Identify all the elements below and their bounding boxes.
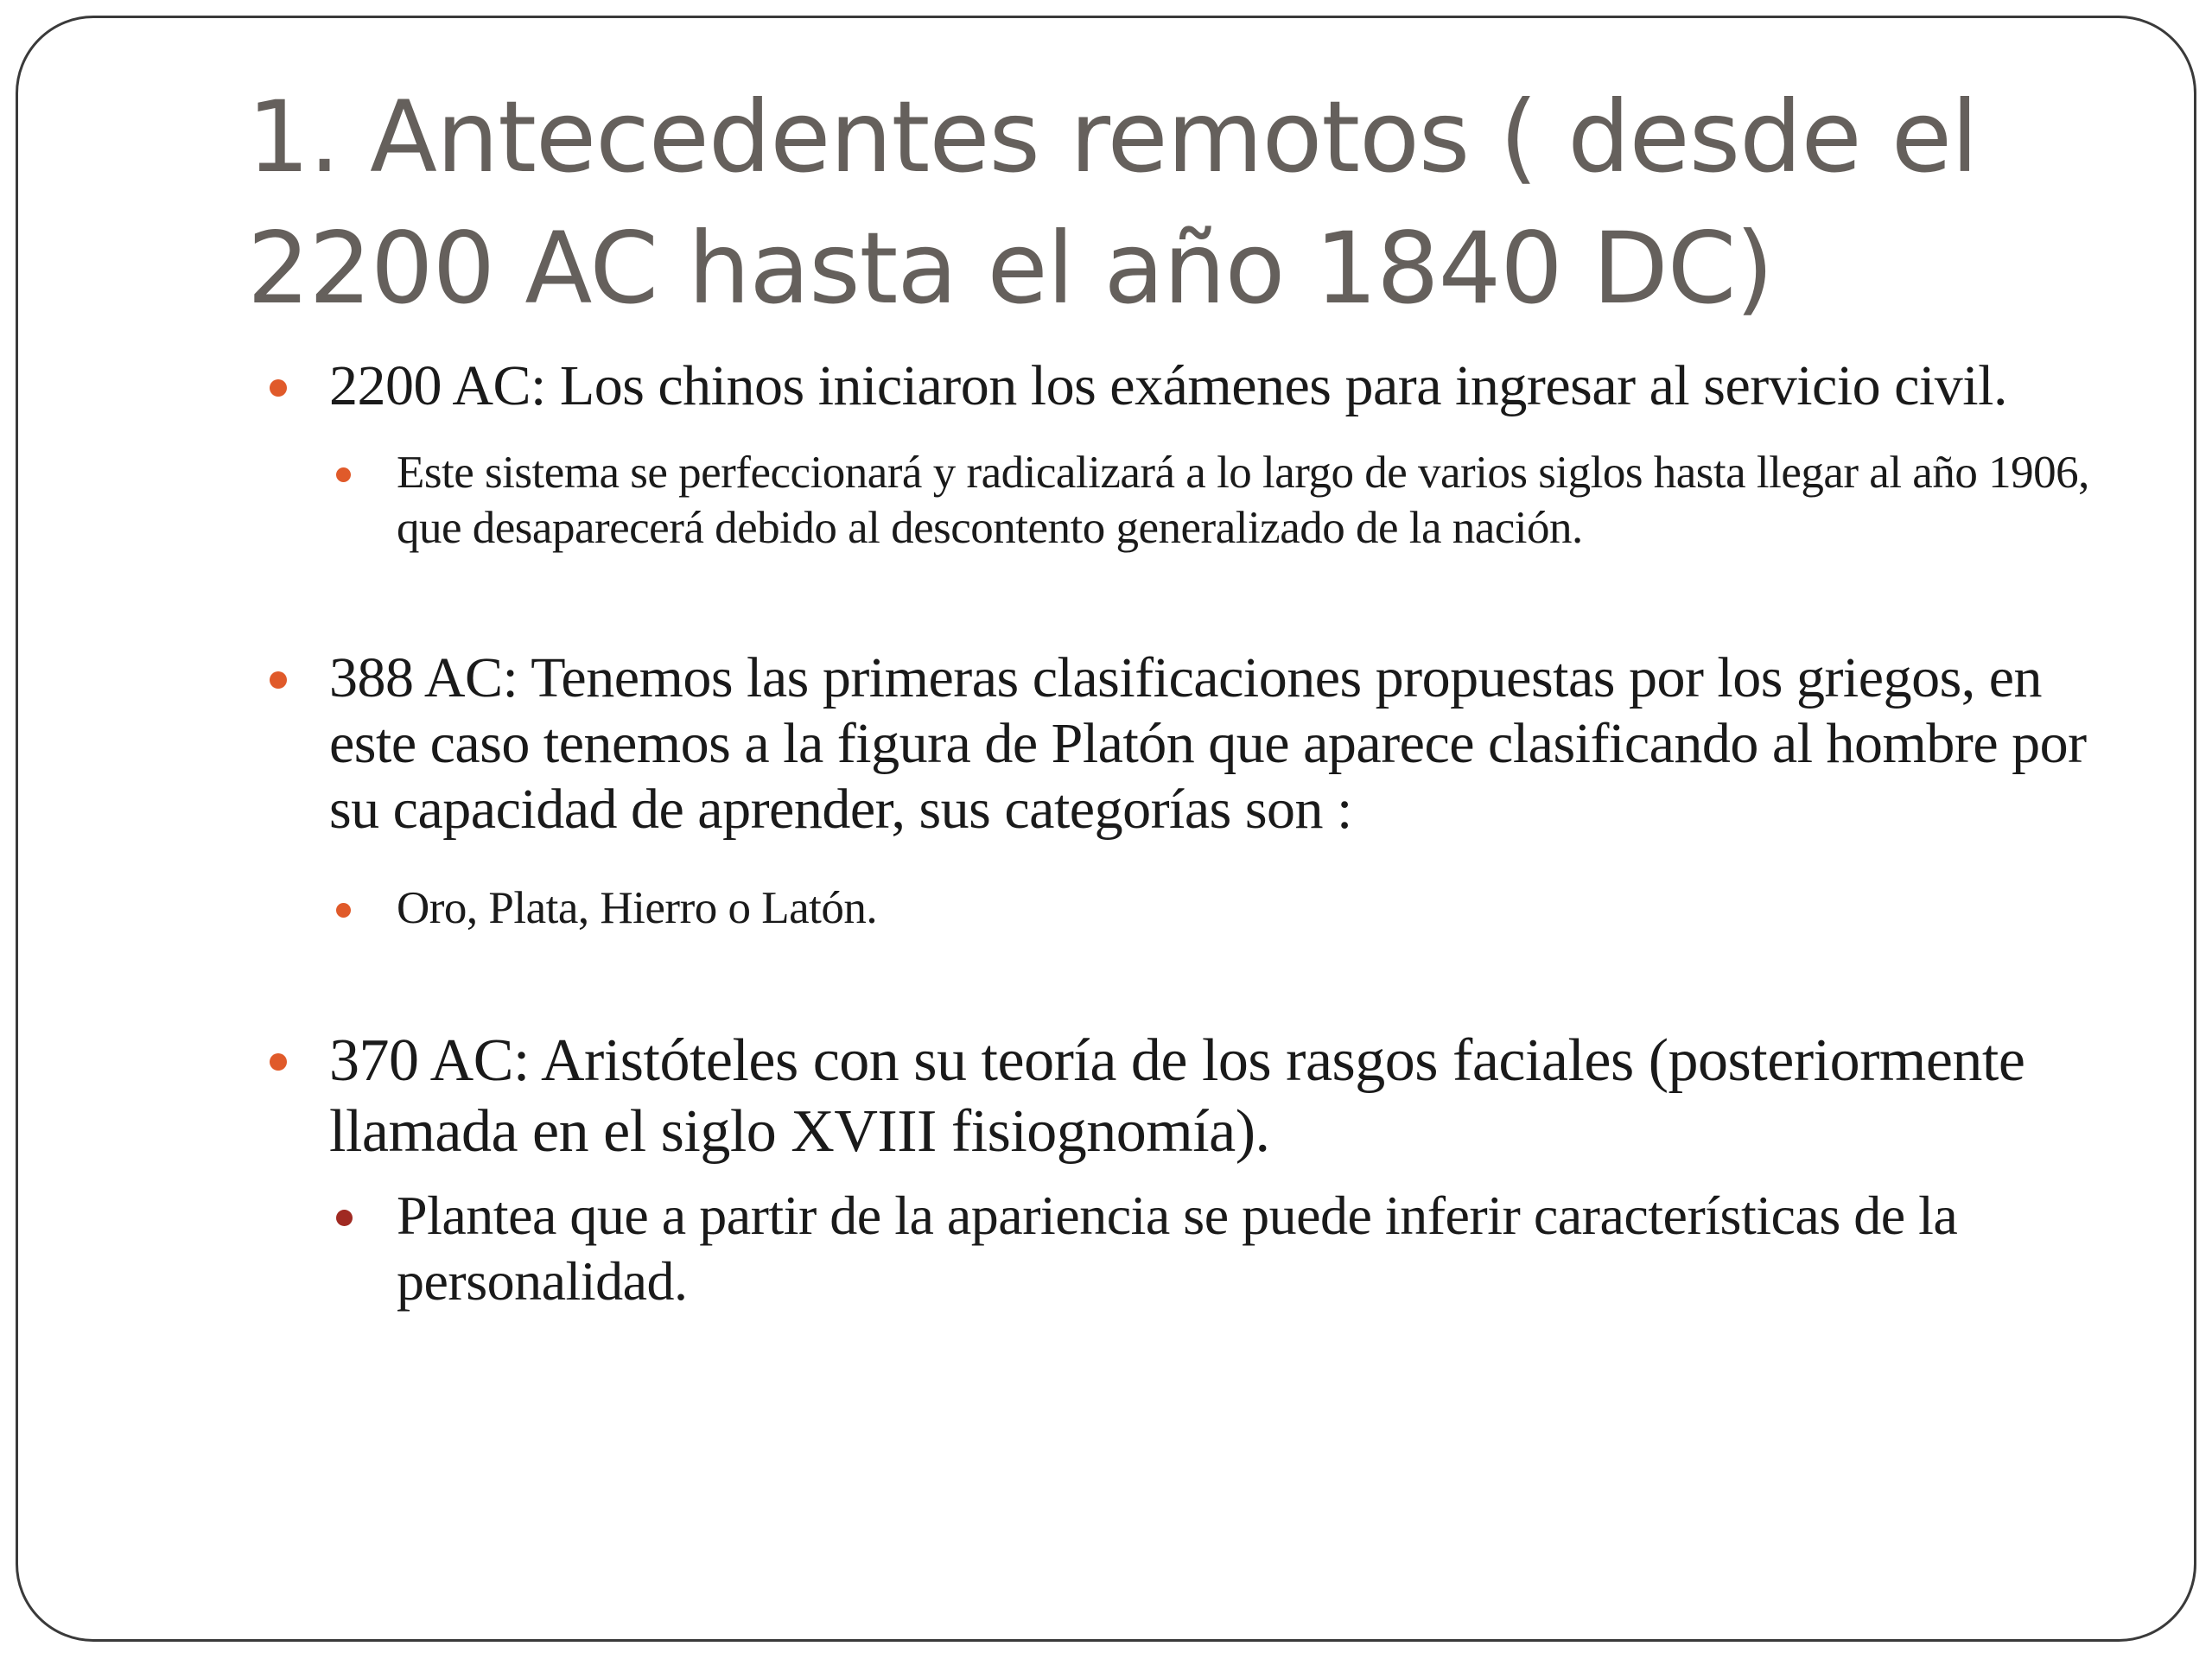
list-item — [245, 353, 2102, 556]
slide — [16, 16, 2196, 1642]
bullet-dot-icon — [270, 379, 287, 397]
bullet-dot-icon — [336, 467, 351, 482]
slide-title: 1. Antecedentes remotos ( desde el 2200 AC hasta el año 1840 DC) — [247, 79, 1978, 326]
bullet-level-1 — [245, 1026, 2102, 1167]
bullet-dot-icon — [270, 1053, 287, 1071]
bullet-text: 2200 AC: Los chinos iniciaron los exámenes para ingresar al servicio civil. — [329, 354, 2007, 417]
list-item — [245, 1026, 2102, 1314]
bullet-text: 388 AC: Tenemos las primeras clasificaciones propuestas por los griegos, en este caso tenemos a la figura de Platón que aparece clasificando al hombre por su capacidad de aprender, sus categorías son : — [329, 646, 2087, 841]
bullet-subtext: Este sistema se perfeccionará y radicalizará a lo largo de varios siglos hasta llegar al año 1906, que desaparecerá debido al descontento generalizado de la nación. — [397, 448, 2089, 553]
bullet-level-2 — [329, 445, 2102, 556]
bullet-level-2 — [329, 880, 2102, 936]
bullet-subtext: Oro, Plata, Hierro o Latón. — [397, 883, 878, 933]
bullet-dot-icon — [336, 1210, 353, 1226]
bullet-text: 370 AC: Aristóteles con su teoría de los rasgos faciales (posteriormente llamada en el siglo XVIII fisiognomía). — [329, 1027, 2025, 1165]
bullet-level-2 — [329, 1183, 2102, 1314]
bullet-dot-icon — [336, 903, 351, 918]
bullet-level-1 — [245, 645, 2102, 842]
bullet-level-1 — [245, 353, 2102, 419]
bullet-dot-icon — [270, 671, 287, 689]
bullet-subtext: Plantea que a partir de la apariencia se puede inferir características de la personalidad. — [397, 1185, 1958, 1312]
bullet-list — [245, 353, 2102, 1314]
list-item — [245, 645, 2102, 936]
